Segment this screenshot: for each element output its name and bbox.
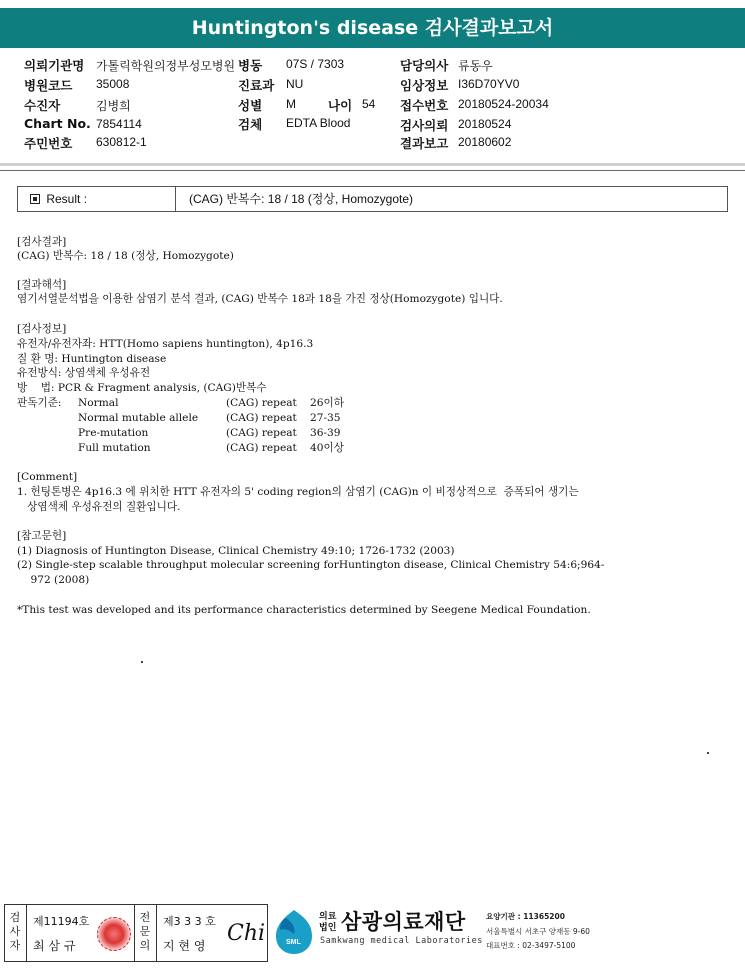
references-heading: [참고문헌]: [17, 530, 67, 542]
result-summary-box: [17, 186, 728, 212]
clinical-value: I36D70YV0: [458, 77, 520, 91]
resident-label: 주민번호: [24, 136, 73, 151]
specimen-value: EDTA Blood: [286, 116, 351, 130]
criteria-range: 27-35: [310, 412, 341, 424]
org-phone: 대표번호 : 02-3497-5100: [486, 941, 576, 950]
dept-label: 진료과: [238, 78, 275, 93]
comment-text-1: 1. 헌팅톤병은 4p16.3 에 위치한 HTT 유전자의 5' coding region의 삼염기 (CAG)n 이 비정상적으로 증폭되어 생기는: [17, 486, 579, 498]
comment-text-2: 상염색체 우성유전의 질환입니다.: [17, 501, 181, 513]
reference-2-cont: 972 (2008): [17, 574, 90, 586]
receipt-value: 20180524-20034: [458, 97, 549, 111]
org-name: 삼광의료재단: [341, 910, 466, 934]
sex-value: M: [286, 97, 296, 111]
criteria-range: 40이상: [310, 442, 344, 454]
org-address: 서울특별시 서초구 양재동 9-60: [486, 927, 590, 936]
sex-label: 성별: [238, 98, 263, 113]
disease-line: 질 환 명: Huntington disease: [17, 353, 167, 365]
signature-box: [4, 904, 268, 962]
chart-value: 7854114: [96, 117, 142, 131]
disclaimer: *This test was developed and its performance characteristics determined by Seegene Medical Foundation.: [17, 604, 591, 616]
speck: [707, 752, 709, 754]
inheritance-line: 유전방식: 상염색체 우성유전: [17, 367, 151, 379]
handwritten-signature: Chi: [227, 921, 266, 946]
ward-label: 병동: [238, 58, 263, 73]
criteria-name: Pre-mutation: [78, 427, 149, 439]
report-label: 결과보고: [400, 136, 449, 151]
receipt-label: 접수번호: [400, 98, 449, 113]
criteria-label: 판독기준:: [17, 397, 62, 409]
header-divider-thick: [0, 163, 745, 166]
specialist-label-cell: [135, 905, 157, 961]
criteria-range: 36-39: [310, 427, 341, 439]
doctor-value: 류동우: [458, 59, 493, 73]
specialist-label: 전문의: [139, 911, 151, 952]
criteria-unit: (CAG) repeat: [226, 442, 297, 454]
criteria-name: Normal mutable allele: [78, 412, 199, 424]
chart-label: Chart No.: [24, 116, 91, 131]
examiner-name: 최 삼 규: [33, 939, 76, 953]
institution-value: 가톨릭학원의정부성모병원: [96, 59, 236, 73]
reference-1: (1) Diagnosis of Huntington Disease, Clinical Chemistry 49:10; 1726-1732 (2003): [17, 545, 455, 557]
specimen-label: 검체: [238, 117, 263, 132]
recipient-label: 수진자: [24, 98, 61, 113]
doctor-label: 담당의사: [400, 58, 449, 73]
org-code: 요양기관 : 11365200: [486, 912, 565, 921]
criteria-name: Full mutation: [78, 442, 151, 454]
comment-heading: [Comment]: [17, 471, 78, 483]
org-prefix: [319, 912, 336, 934]
age-label: 나이: [328, 98, 353, 113]
request-value: 20180524: [458, 117, 512, 131]
clinical-label: 임상정보: [400, 78, 449, 93]
report-title: Huntington's disease 검사결과보고서: [0, 8, 745, 48]
method-line: 방 법: PCR & Fragment analysis, (CAG)반복수: [17, 382, 267, 394]
reference-2: (2) Single-step scalable throughput molecular screening forHuntington disease, Clinical Chemistry 54:6;964-: [17, 559, 605, 571]
interpretation-heading: [결과해석]: [17, 279, 67, 291]
speck: [141, 661, 143, 663]
resident-value: 630812-1: [96, 135, 147, 149]
dept-value: NU: [286, 77, 304, 91]
hospital-code-label: 병원코드: [24, 78, 73, 93]
report-value: 20180602: [458, 135, 512, 149]
result-heading: [검사결과]: [17, 236, 67, 248]
sml-logo-icon: [272, 908, 316, 956]
checkbox-square-icon: [30, 194, 40, 204]
examiner-label: 검사자: [9, 911, 21, 952]
interpretation-text: 염기서열분석법을 이용한 삼염기 분석 결과, (CAG) 반복수 18과 18을 가진 정상(Homozygote) 입니다.: [17, 293, 503, 305]
examiner-license: 제11194호: [33, 915, 90, 928]
result-label-cell: [18, 187, 176, 211]
examiner-cell-divider: [5, 905, 135, 961]
org-name-en: Samkwang medical Laboratories: [320, 936, 483, 946]
result-value: (CAG) 반복수: 18 / 18 (정상, Homozygote): [189, 192, 414, 206]
specialist-name: 지 현 영: [163, 939, 206, 953]
org-prefix-line2: 법인: [319, 923, 337, 933]
footer: [0, 902, 745, 968]
recipient-value: 김병희: [96, 99, 131, 113]
org-prefix-line1: 의료: [319, 912, 337, 922]
patient-info: [0, 54, 745, 164]
criteria-unit: (CAG) repeat: [226, 427, 297, 439]
sml-logo-text: SML: [286, 939, 301, 946]
institution-label: 의뢰기관명: [24, 58, 85, 73]
criteria-unit: (CAG) repeat: [226, 412, 297, 424]
criteria-name: Normal: [78, 397, 119, 409]
hospital-code-value: 35008: [96, 77, 130, 91]
result-text: (CAG) 반복수: 18 / 18 (정상, Homozygote): [17, 250, 234, 262]
result-label: Result :: [46, 192, 88, 206]
test-info-heading: [검사정보]: [17, 323, 67, 335]
gene-line: 유전자/유전자좌: HTT(Homo sapiens huntington), 4p16.3: [17, 338, 314, 350]
age-value: 54: [362, 97, 376, 111]
ward-value: 07S / 7303: [286, 57, 345, 71]
request-label: 검사의뢰: [400, 118, 449, 133]
criteria-unit: (CAG) repeat: [226, 397, 297, 409]
specialist-license: 제3 3 3 호: [163, 915, 216, 928]
header-divider-thin: [0, 170, 745, 171]
criteria-range: 26이하: [310, 397, 344, 409]
